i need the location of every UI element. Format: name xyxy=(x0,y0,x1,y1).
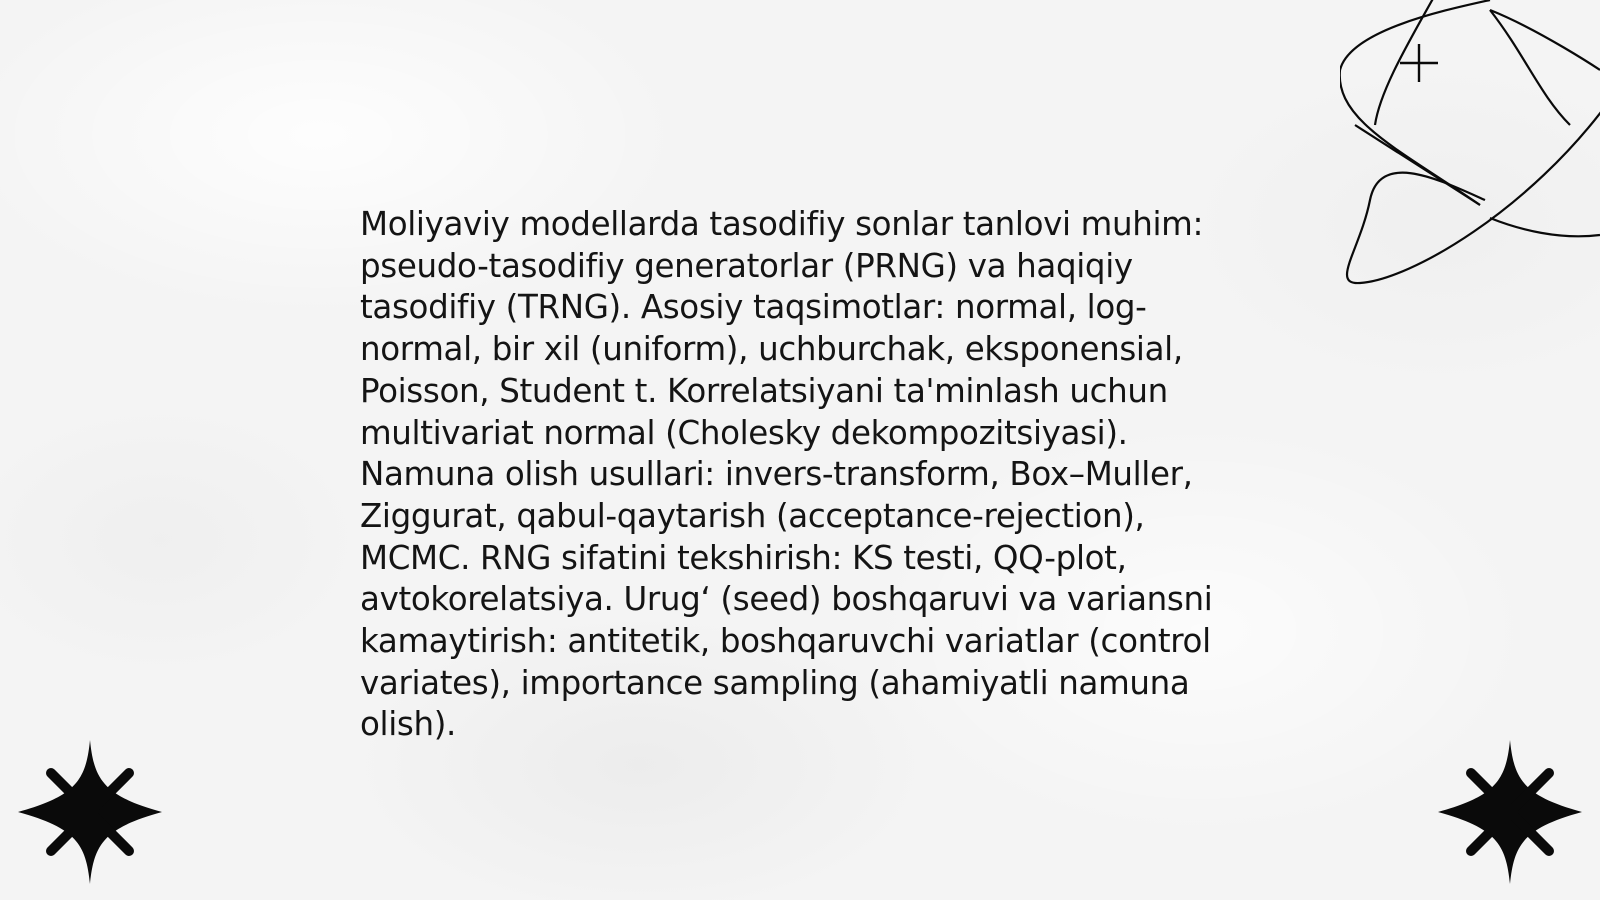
orbit-lines-icon xyxy=(1340,0,1600,300)
sparkle-star-icon xyxy=(18,740,162,884)
sparkle-star-icon xyxy=(1438,740,1582,884)
slide-body-text: Moliyaviy modellarda tasodifiy sonlar tanlovi muhim: pseudo-tasodifiy generatorlar (PRNG) va haqiqiy tasodifiy (TRNG). Asosiy taqsimotlar: normal, log- normal, bir xil (uniform), uchburchak, eksponensial, Poisson, Student t. Korrelatsiyani ta'minlash uchun multivariat normal (Cholesky dekompozitsiyasi). Namuna olish usullari: invers-transform, Box–Muller, Ziggurat, qabul-qaytarish (acceptance-rejection), MCMC. RNG sifatini tekshirish: KS testi, QQ-plot, avtokorelatsiya. Urug‘ (seed) boshqaruvi va variansni kamaytirish: antitetik, boshqaruvchi variatlar (control variates), importance sampling (ahamiyatli namuna olish). xyxy=(360,205,1213,744)
